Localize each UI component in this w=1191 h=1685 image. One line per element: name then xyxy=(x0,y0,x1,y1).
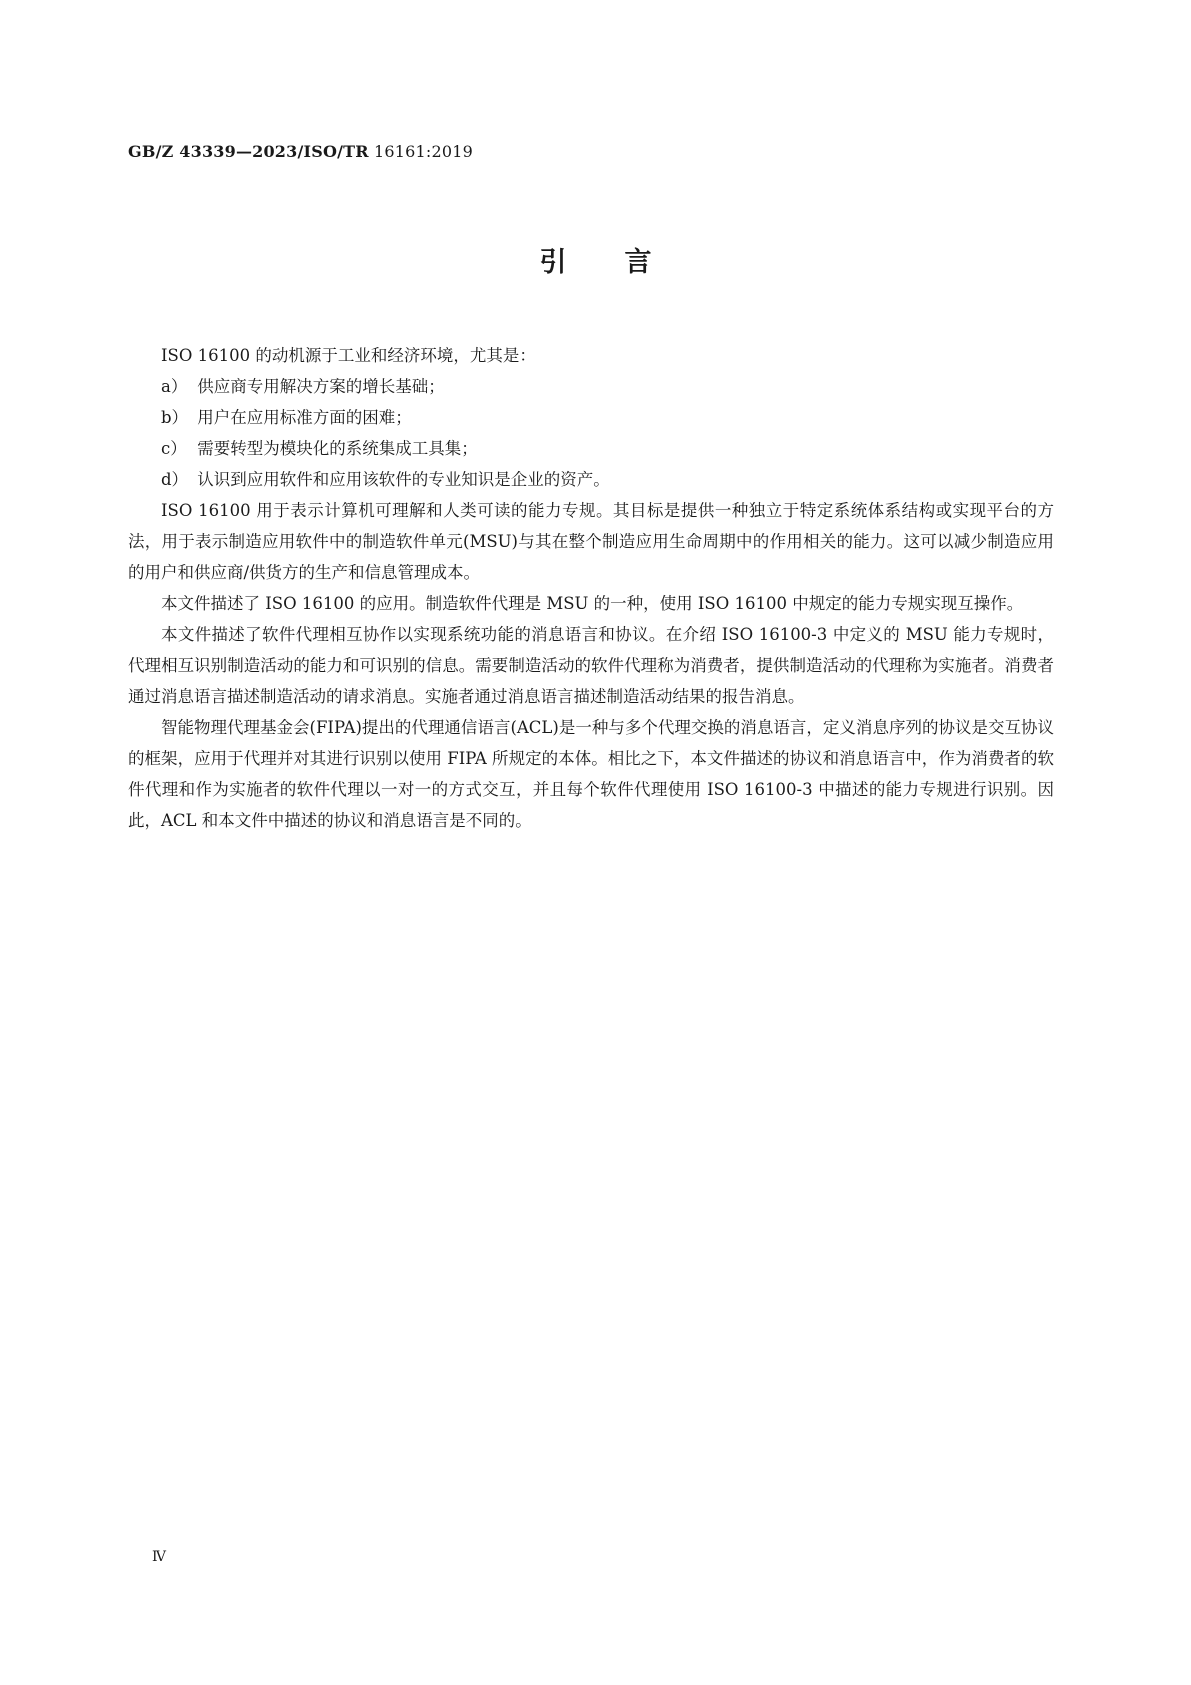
intro-line: ISO 16100 的动机源于工业和经济环境，尤其是： xyxy=(161,346,536,365)
document-code-tail: 16161:2019 xyxy=(368,142,474,161)
list-item xyxy=(128,433,1054,464)
list-item xyxy=(128,464,1054,495)
document-body xyxy=(128,340,1054,836)
paragraph: 本文件描述了软件代理相互协作以实现系统功能的消息语言和协议。在介绍 ISO 16100-3 中定义的 MSU 能力专规时，代理相互识别制造活动的能力和可识别的信息。需要制造活动的软件代理称为消费者，提供制造活动的代理称为实施者。消费者通过消息语言描述制造活动的请求消息。实施者通过消息语言描述制造活动结果的报告消息。 xyxy=(128,625,1054,706)
list-item xyxy=(128,402,1054,433)
list-text: 用户在应用标准方面的困难； xyxy=(197,408,412,427)
document-code-bold: GB/Z 43339—2023/ISO/TR xyxy=(128,142,369,161)
list-text: 认识到应用软件和应用该软件的专业知识是企业的资产。 xyxy=(197,470,610,489)
paragraph: ISO 16100 用于表示计算机可理解和人类可读的能力专规。其目标是提供一种独立于特定系统体系结构或实现平台的方法，用于表示制造应用软件中的制造软件单元(MSU)与其在整个制造应用生命周期中的作用相关的能力。这可以减少制造应用的用户和供应商/供货方的生产和信息管理成本。 xyxy=(128,501,1054,582)
document-code xyxy=(128,142,473,161)
list-marker: c） xyxy=(161,439,187,458)
paragraph: 本文件描述了 ISO 16100 的应用。制造软件代理是 MSU 的一种，使用 ISO 16100 中规定的能力专规实现互操作。 xyxy=(161,594,1024,613)
list-marker: a） xyxy=(161,377,188,396)
paragraph: 智能物理代理基金会(FIPA)提出的代理通信语言(ACL)是一种与多个代理交换的消息语言，定义消息序列的协议是交互协议的框架，应用于代理并对其进行识别以使用 FIPA 所规定的本体。相比之下，本文件描述的协议和消息语言中，作为消费者的软件代理和作为实施者的软件代理以一对一的方式交互，并且每个软件代理使用 ISO 16100-3 中描述的能力专规进行识别。因此，ACL 和本文件中描述的协议和消息语言是不同的。 xyxy=(128,718,1054,830)
list-text: 需要转型为模块化的系统集成工具集； xyxy=(197,439,478,458)
list-marker: d） xyxy=(161,470,189,489)
list-marker: b） xyxy=(161,408,189,427)
list-text: 供应商专用解决方案的增长基础； xyxy=(197,377,445,396)
page-number: Ⅳ xyxy=(152,1549,166,1565)
list-item xyxy=(128,371,1054,402)
section-title: 引言 xyxy=(539,247,710,278)
